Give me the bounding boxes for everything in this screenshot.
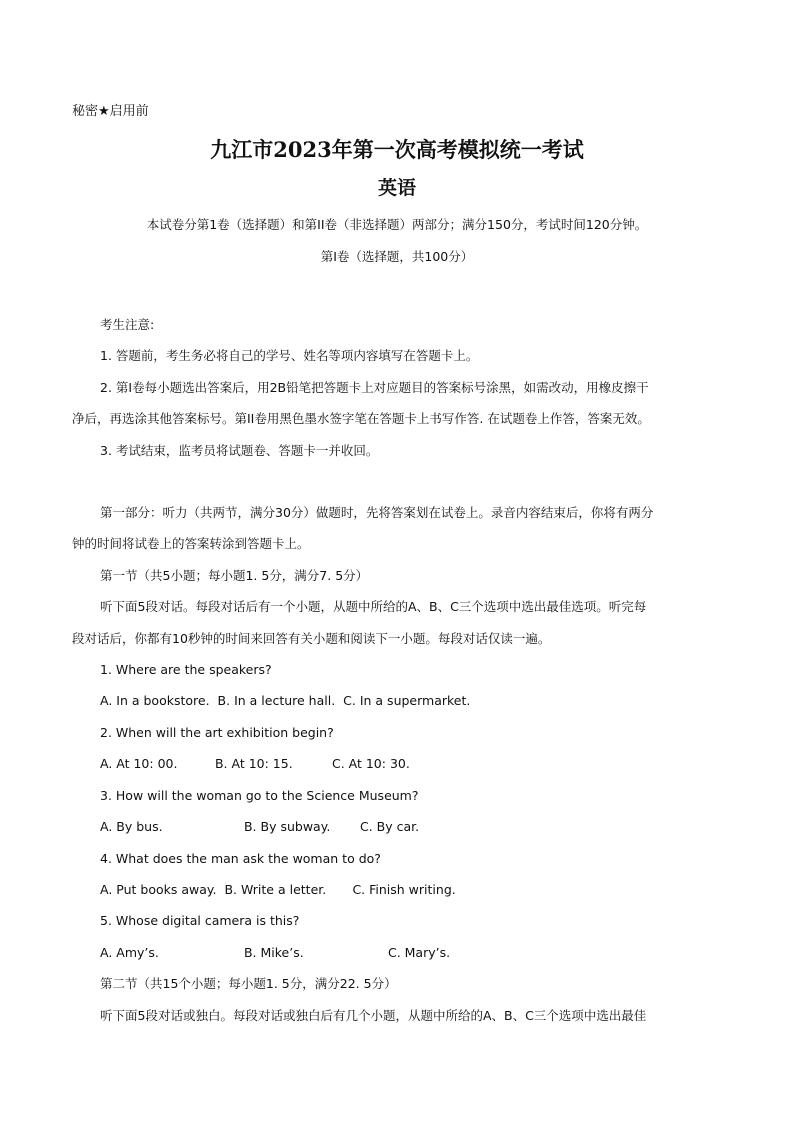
option-b: B. At 10: 15. xyxy=(214,756,293,772)
listening-part-line-2: 钟的时间将试卷上的答案转涂到答题卡上。 xyxy=(72,536,310,552)
option-c: C. At 10: 30. xyxy=(331,756,410,772)
option-a: A. Amy’s. xyxy=(100,944,159,960)
option-b: B. Write a letter. xyxy=(224,881,327,897)
subject-title: 英语 xyxy=(377,177,416,199)
option-c: C. In a supermarket. xyxy=(343,693,471,709)
question-5: 5. Whose digital camera is this? xyxy=(100,913,300,929)
question-4: 4. What does the man ask the woman to do? xyxy=(100,850,381,866)
option-a: A. By bus. xyxy=(100,819,163,835)
section-1-instruction-line-2: 段对话后，你都有10秒钟的时间来回答有关小题和阅读下一小题。每段对话仅读一遍。 xyxy=(72,630,551,646)
option-a: A. In a bookstore. xyxy=(100,693,210,709)
question-1: 1. Where are the speakers? xyxy=(100,662,272,678)
option-a: A. Put books away. xyxy=(100,881,217,897)
section-1-title: 第一节（共5小题；每小题1. 5分，满分7. 5分） xyxy=(100,567,369,583)
option-c: C. By car. xyxy=(359,819,420,835)
option-a: A. At 10: 00. xyxy=(100,756,178,772)
notice-item-2-line-2: 净后，再选涂其他答案标号。第II卷用黑色墨水签字笔在答题卡上书写作答. 在试题卷上作答，答案无效。 xyxy=(72,411,650,427)
listening-part-line-1: 第一部分：听力（共两节，满分30分）做题时，先将答案划在试卷上。录音内容结束后，你将有两分 xyxy=(100,505,654,521)
question-4-options xyxy=(72,874,724,905)
question-5-options xyxy=(72,937,724,968)
spacer xyxy=(72,466,724,497)
part-one-title: 第I卷（选择题，共100分） xyxy=(320,249,474,264)
question-3-options xyxy=(72,811,724,842)
notice-item-1: 1. 答题前，考生务必将自己的学号、姓名等项内容填写在答题卡上。 xyxy=(100,348,479,364)
notice-item-3: 3. 考试结束，监考员将试题卷、答题卡一并收回。 xyxy=(100,442,379,458)
notice-heading: 考生注意: xyxy=(100,317,155,332)
option-b: B. By subway. xyxy=(243,819,331,835)
question-1-options xyxy=(72,685,724,716)
section-2-title: 第二节（共15个小题；每小题1. 5分，满分22. 5分） xyxy=(100,976,397,992)
question-2-options xyxy=(72,748,724,779)
question-3: 3. How will the woman go to the Science Museum? xyxy=(100,787,419,803)
exam-intro: 本试卷分第1卷（选择题）和第II卷（非选择题）两部分；满分150分，考试时间120分钟。 xyxy=(146,217,648,232)
notice-item-2-line-1: 2. 第I卷每小题选出答案后，用2B铅笔把答题卡上对应题目的答案标号涂黑，如需改动，用橡皮擦干 xyxy=(100,379,649,395)
section-2-instruction-line-1: 听下面5段对话或独白。每段对话或独白后有几个小题，从题中所给的A、B、C三个选项中选出最佳 xyxy=(100,1007,647,1023)
option-b: B. In a lecture hall. xyxy=(217,693,336,709)
option-c: C. Mary’s. xyxy=(387,944,451,960)
option-c: C. Finish writing. xyxy=(352,881,456,897)
question-2: 2. When will the art exhibition begin? xyxy=(100,724,334,740)
section-1-instruction-line-1: 听下面5段对话。每段对话后有一个小题，从题中所给的A、B、C三个选项中选出最佳选项。听完每 xyxy=(100,599,647,615)
secret-label: 秘密★启用前 xyxy=(72,104,149,119)
exam-body xyxy=(72,309,724,1031)
exam-title: 九江市2023年第一次高考模拟统一考试 xyxy=(210,137,584,162)
option-b: B. Mike’s. xyxy=(243,944,304,960)
